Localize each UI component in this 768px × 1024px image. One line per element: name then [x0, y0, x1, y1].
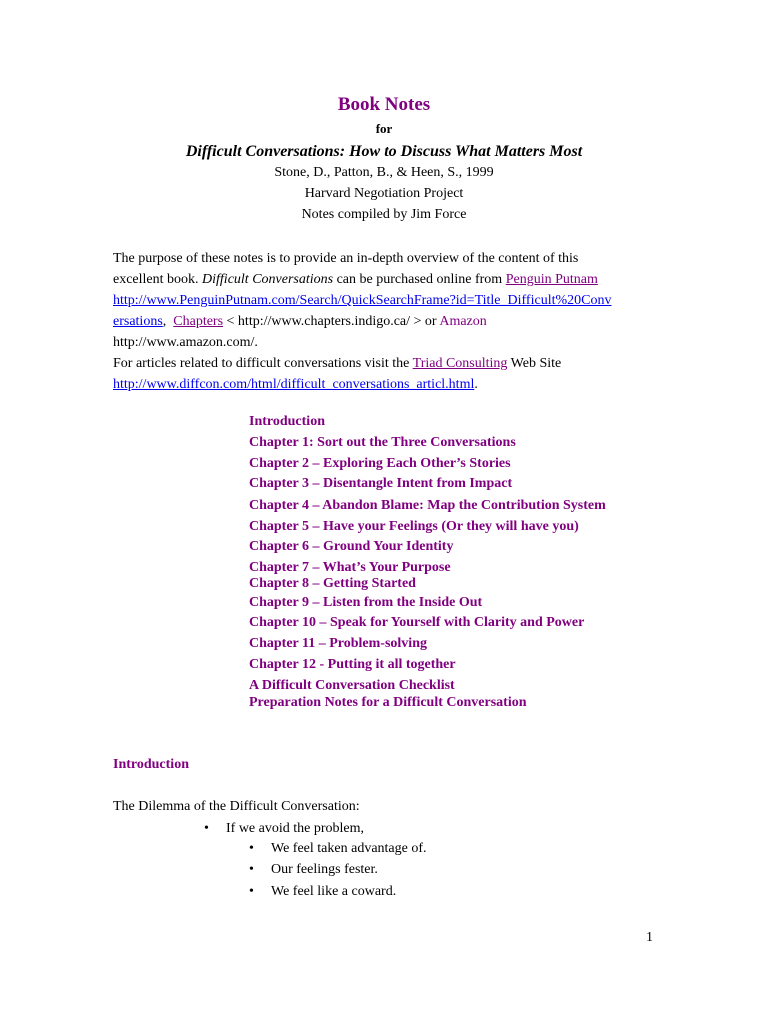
list-item — [204, 821, 365, 837]
articles-text: For articles related to difficult conversations visit the — [113, 356, 413, 371]
intro-line-6 — [113, 353, 561, 374]
bullet-icon: • — [249, 862, 254, 877]
penguin-url-link[interactable]: http://www.PenguinPutnam.com/Search/QuickSearchFrame?id=Title_Difficult%20Conv — [113, 293, 612, 308]
period: . — [474, 377, 478, 392]
chapters-url-text: < http://www.chapters.indigo.ca/ > or — [223, 314, 440, 329]
intro-line-4 — [113, 311, 487, 332]
list-item — [249, 862, 378, 878]
toc-item[interactable]: Chapter 11 – Problem-solving — [249, 636, 427, 651]
intro-text: excellent book. — [113, 272, 203, 287]
book-title: Difficult Conversations: How to Discuss What Matters Most — [185, 143, 583, 160]
intro-line-1: The purpose of these notes is to provide an in-depth overview of the content of this — [113, 251, 579, 266]
book-authors: Stone, D., Patton, B., & Heen, S., 1999 — [274, 165, 494, 180]
document-title: Book Notes — [337, 94, 431, 115]
book-name-italic: Difficult Conversations — [202, 272, 334, 287]
compiled-by: Notes compiled by Jim Force — [301, 207, 467, 222]
diffcon-url-link[interactable]: http://www.diffcon.com/html/difficult_conversations_articl.html — [113, 377, 475, 392]
toc-item[interactable]: Chapter 12 - Putting it all together — [249, 657, 456, 672]
amazon-link[interactable]: Amazon — [439, 314, 487, 329]
articles-text-end: Web Site — [507, 356, 562, 371]
intro-line-3 — [113, 290, 611, 311]
bullet-icon: • — [249, 884, 254, 899]
triad-consulting-link[interactable]: Triad Consulting — [412, 356, 508, 371]
toc-item[interactable]: Chapter 8 – Getting Started — [249, 576, 416, 591]
toc-item[interactable]: Introduction — [249, 414, 325, 429]
toc-item[interactable]: Chapter 6 – Ground Your Identity — [249, 539, 454, 554]
intro-line-2 — [113, 269, 598, 290]
penguin-url-link-cont[interactable]: ersations — [113, 314, 163, 329]
toc-item[interactable]: Chapter 1: Sort out the Three Conversations — [249, 435, 516, 450]
intro-line-7 — [113, 374, 478, 395]
chapters-link[interactable]: Chapters — [173, 314, 224, 329]
intro-text: can be purchased online from — [333, 272, 506, 287]
for-label: for — [375, 121, 393, 136]
list-item — [249, 841, 427, 857]
toc-item[interactable]: Chapter 3 – Disentangle Intent from Impact — [249, 476, 513, 491]
toc-item[interactable]: Chapter 10 – Speak for Yourself with Clarity and Power — [249, 615, 585, 630]
bullet-icon: • — [249, 841, 254, 856]
dilemma-text: The Dilemma of the Difficult Conversation: — [113, 799, 360, 814]
toc-item[interactable]: Chapter 9 – Listen from the Inside Out — [249, 595, 483, 610]
penguin-putnam-link[interactable]: Penguin Putnam — [505, 272, 598, 287]
list-item-text: Our feelings fester. — [271, 862, 378, 877]
list-item-text: If we avoid the problem, — [226, 821, 365, 836]
bullet-icon: • — [204, 821, 209, 836]
separator: , — [162, 314, 174, 329]
list-item — [249, 884, 397, 900]
page-number: 1 — [646, 930, 653, 945]
toc-item[interactable]: Preparation Notes for a Difficult Conversation — [249, 695, 527, 710]
toc-item[interactable]: A Difficult Conversation Checklist — [249, 678, 455, 693]
book-publisher: Harvard Negotiation Project — [304, 186, 464, 201]
toc-item[interactable]: Chapter 5 – Have your Feelings (Or they will have you) — [249, 519, 579, 534]
section-heading: Introduction — [113, 757, 189, 772]
toc-item[interactable]: Chapter 2 – Exploring Each Other’s Stories — [249, 456, 511, 471]
toc-item[interactable]: Chapter 7 – What’s Your Purpose — [249, 560, 451, 575]
list-item-text: We feel taken advantage of. — [271, 841, 427, 856]
list-item-text: We feel like a coward. — [271, 884, 397, 899]
toc-item[interactable]: Chapter 4 – Abandon Blame: Map the Contribution System — [249, 498, 606, 513]
amazon-url: http://www.amazon.com/. — [113, 335, 258, 350]
